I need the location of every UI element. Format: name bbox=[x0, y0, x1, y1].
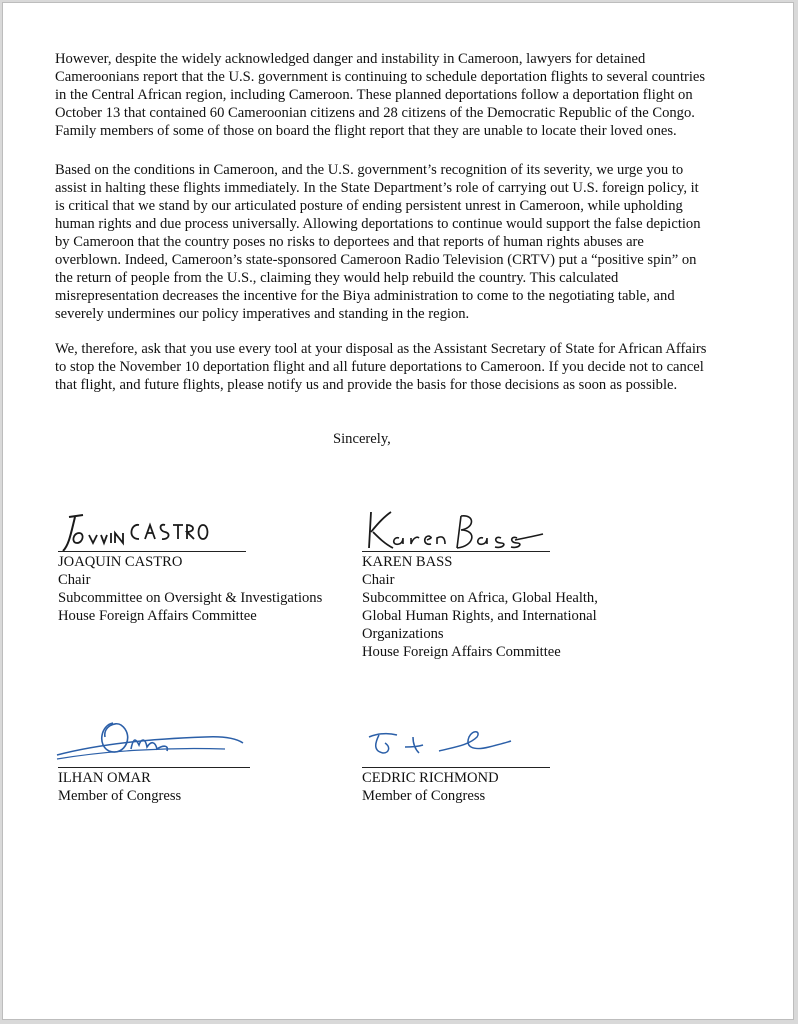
letter-page bbox=[2, 2, 794, 1020]
paragraph-line: October 13 that contained 60 Cameroonian citizens and 28 citizens of the Democratic Republic of the Congo. bbox=[55, 105, 695, 121]
signature-line bbox=[58, 551, 246, 552]
signatory-title: Chair bbox=[58, 572, 91, 588]
handwritten-signature-castro bbox=[61, 511, 221, 556]
signature-line bbox=[58, 767, 250, 768]
paragraph-line: by Cameroon that the country poses no risks to deportees and that reports of human rights abuses are bbox=[55, 234, 644, 250]
signatory-name: CEDRIC RICHMOND bbox=[362, 770, 499, 786]
signatory-title: Subcommittee on Africa, Global Health, bbox=[362, 590, 598, 606]
paragraph-line: However, despite the widely acknowledged danger and instability in Cameroon, lawyers for detained bbox=[55, 51, 646, 67]
signature-block-richmond bbox=[362, 767, 550, 805]
signatory-title: House Foreign Affairs Committee bbox=[362, 644, 561, 660]
signatory-name: KAREN BASS bbox=[362, 554, 453, 570]
signature-line bbox=[362, 551, 550, 552]
paragraph-line: human rights and due process universally. Allowing deportations to continue would support the false depiction bbox=[55, 216, 701, 232]
signatory-title: House Foreign Affairs Committee bbox=[58, 608, 257, 624]
paragraph-line: Family members of some of those on board the flight report that they are unable to locate their loved ones. bbox=[55, 123, 677, 139]
paragraph-line: Based on the conditions in Cameroon, and the U.S. government’s recognition of its severity, we urge you to bbox=[55, 162, 684, 178]
signature-block-omar bbox=[58, 767, 250, 805]
handwritten-signature-richmond bbox=[365, 725, 515, 761]
paragraph-line: overblown. Indeed, Cameroon’s state-sponsored Cameroon Radio Television (CRTV) put a “positive spin” on bbox=[55, 252, 697, 268]
paragraph-line: is critical that we stand by our articulated posture of ending persistent unrest in Cameroon, while upholding bbox=[55, 198, 683, 214]
signature-block-castro bbox=[58, 551, 323, 625]
signatory-name: ILHAN OMAR bbox=[58, 770, 151, 786]
paragraph-line: We, therefore, ask that you use every tool at your disposal as the Assistant Secretary of State for African Affairs bbox=[55, 341, 707, 357]
paragraph-request bbox=[55, 340, 755, 394]
handwritten-signature-omar bbox=[55, 715, 245, 765]
signatory-title: Subcommittee on Oversight & Investigations bbox=[58, 590, 323, 606]
paragraph-line: severely undermines our policy imperatives and standing in the region. bbox=[55, 306, 470, 322]
signatory-title: Member of Congress bbox=[362, 788, 486, 804]
paragraph-line: Cameroonians report that the U.S. government is continuing to schedule deportation flights to several countries bbox=[55, 69, 706, 85]
signatory-name: JOAQUIN CASTRO bbox=[58, 554, 183, 570]
signatory-title: Global Human Rights, and International bbox=[362, 608, 597, 624]
signatory-title: Member of Congress bbox=[58, 788, 182, 804]
signatory-title: Organizations bbox=[362, 626, 444, 642]
paragraph-line: in the Central African region, including Cameroon. These planned deportations follow a deportation flight on bbox=[55, 87, 693, 103]
closing-salutation: Sincerely, bbox=[333, 431, 391, 447]
paragraph-line: misrepresentation decreases the incentive for the Biya administration to come to the negotiating table, and bbox=[55, 288, 675, 304]
paragraph-line: to stop the November 10 deportation flight and all future deportations to Cameroon. If you decide not to cancel bbox=[55, 359, 704, 375]
paragraph-line: that flight, and future flights, please notify us and provide the basis for those decisions as soon as possible. bbox=[55, 377, 678, 393]
signature-line bbox=[362, 767, 550, 768]
signatory-title: Chair bbox=[362, 572, 395, 588]
handwritten-signature-bass bbox=[365, 508, 545, 553]
paragraph-deportation-flights bbox=[55, 50, 755, 140]
signature-block-bass bbox=[362, 551, 598, 661]
paragraph-urge-halting bbox=[55, 161, 755, 323]
paragraph-line: the return of people from the U.S., claiming they would help rebuild the country. This calculated bbox=[55, 270, 619, 286]
paragraph-line: assist in halting these flights immediately. In the State Department’s role of carrying out U.S. foreign policy, it bbox=[55, 180, 699, 196]
